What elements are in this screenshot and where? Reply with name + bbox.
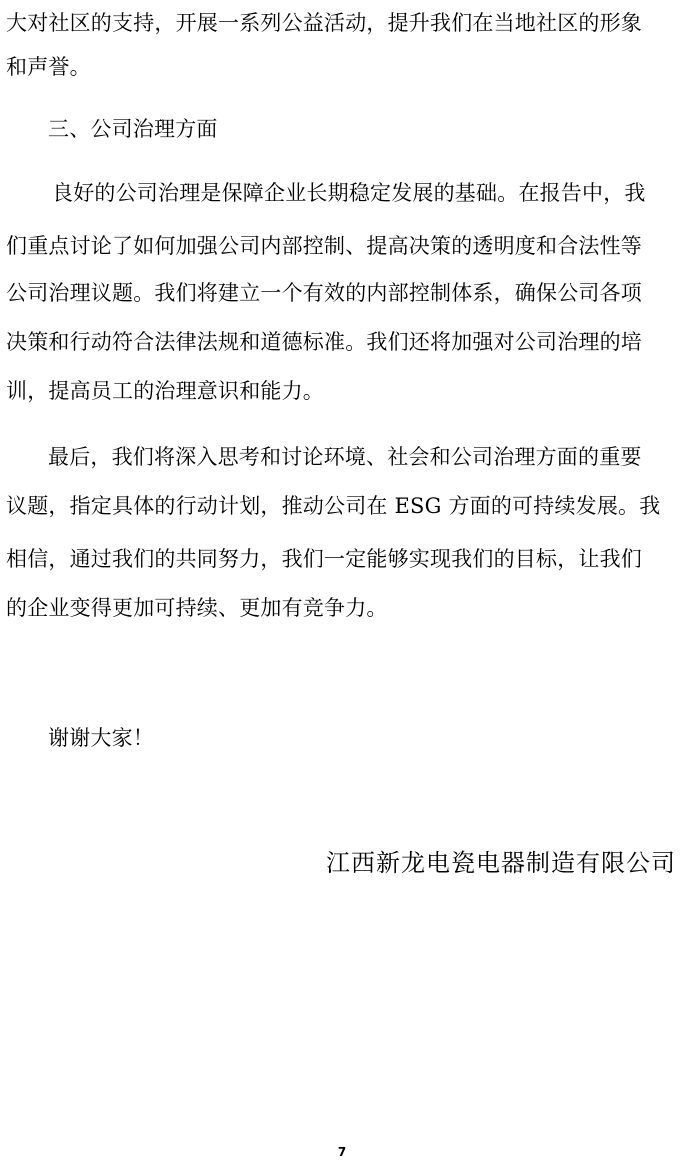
paragraph-line: 相信，通过我们的共同努力，我们一定能够实现我们的目标，让我们 <box>6 547 642 571</box>
paragraph-line: 的企业变得更加可持续、更加有竞争力。 <box>6 596 388 620</box>
page-number: 7 <box>337 1145 347 1159</box>
paragraph-line: 良好的公司治理是保障企业长期稳定发展的基础。在报告中，我 <box>52 181 646 205</box>
paragraph-line: 大对社区的支持，开展一系列公益活动，提升我们在当地社区的形象 <box>6 11 642 35</box>
closing-remark: 谢谢大家！ <box>48 726 154 750</box>
paragraph-line: 议题，指定具体的行动计划，推动公司在 ESG 方面的可持续发展。我 <box>6 494 661 518</box>
paragraph-line: 最后，我们将深入思考和讨论环境、社会和公司治理方面的重要 <box>48 445 642 469</box>
paragraph-line: 公司治理议题。我们将建立一个有效的内部控制体系，确保公司各项 <box>6 281 642 305</box>
paragraph-line: 们重点讨论了如何加强公司内部控制、提高决策的透明度和合法性等 <box>6 234 642 258</box>
paragraph-line: 训，提高员工的治理意识和能力。 <box>6 379 324 403</box>
section-heading: 三、公司治理方面 <box>48 117 218 141</box>
paragraph-line: 决策和行动符合法律法规和道德标准。我们还将加强对公司治理的培 <box>6 330 642 354</box>
company-signature: 江西新龙电瓷电器制造有限公司 <box>326 849 676 877</box>
paragraph-line: 和声誉。 <box>6 55 91 79</box>
